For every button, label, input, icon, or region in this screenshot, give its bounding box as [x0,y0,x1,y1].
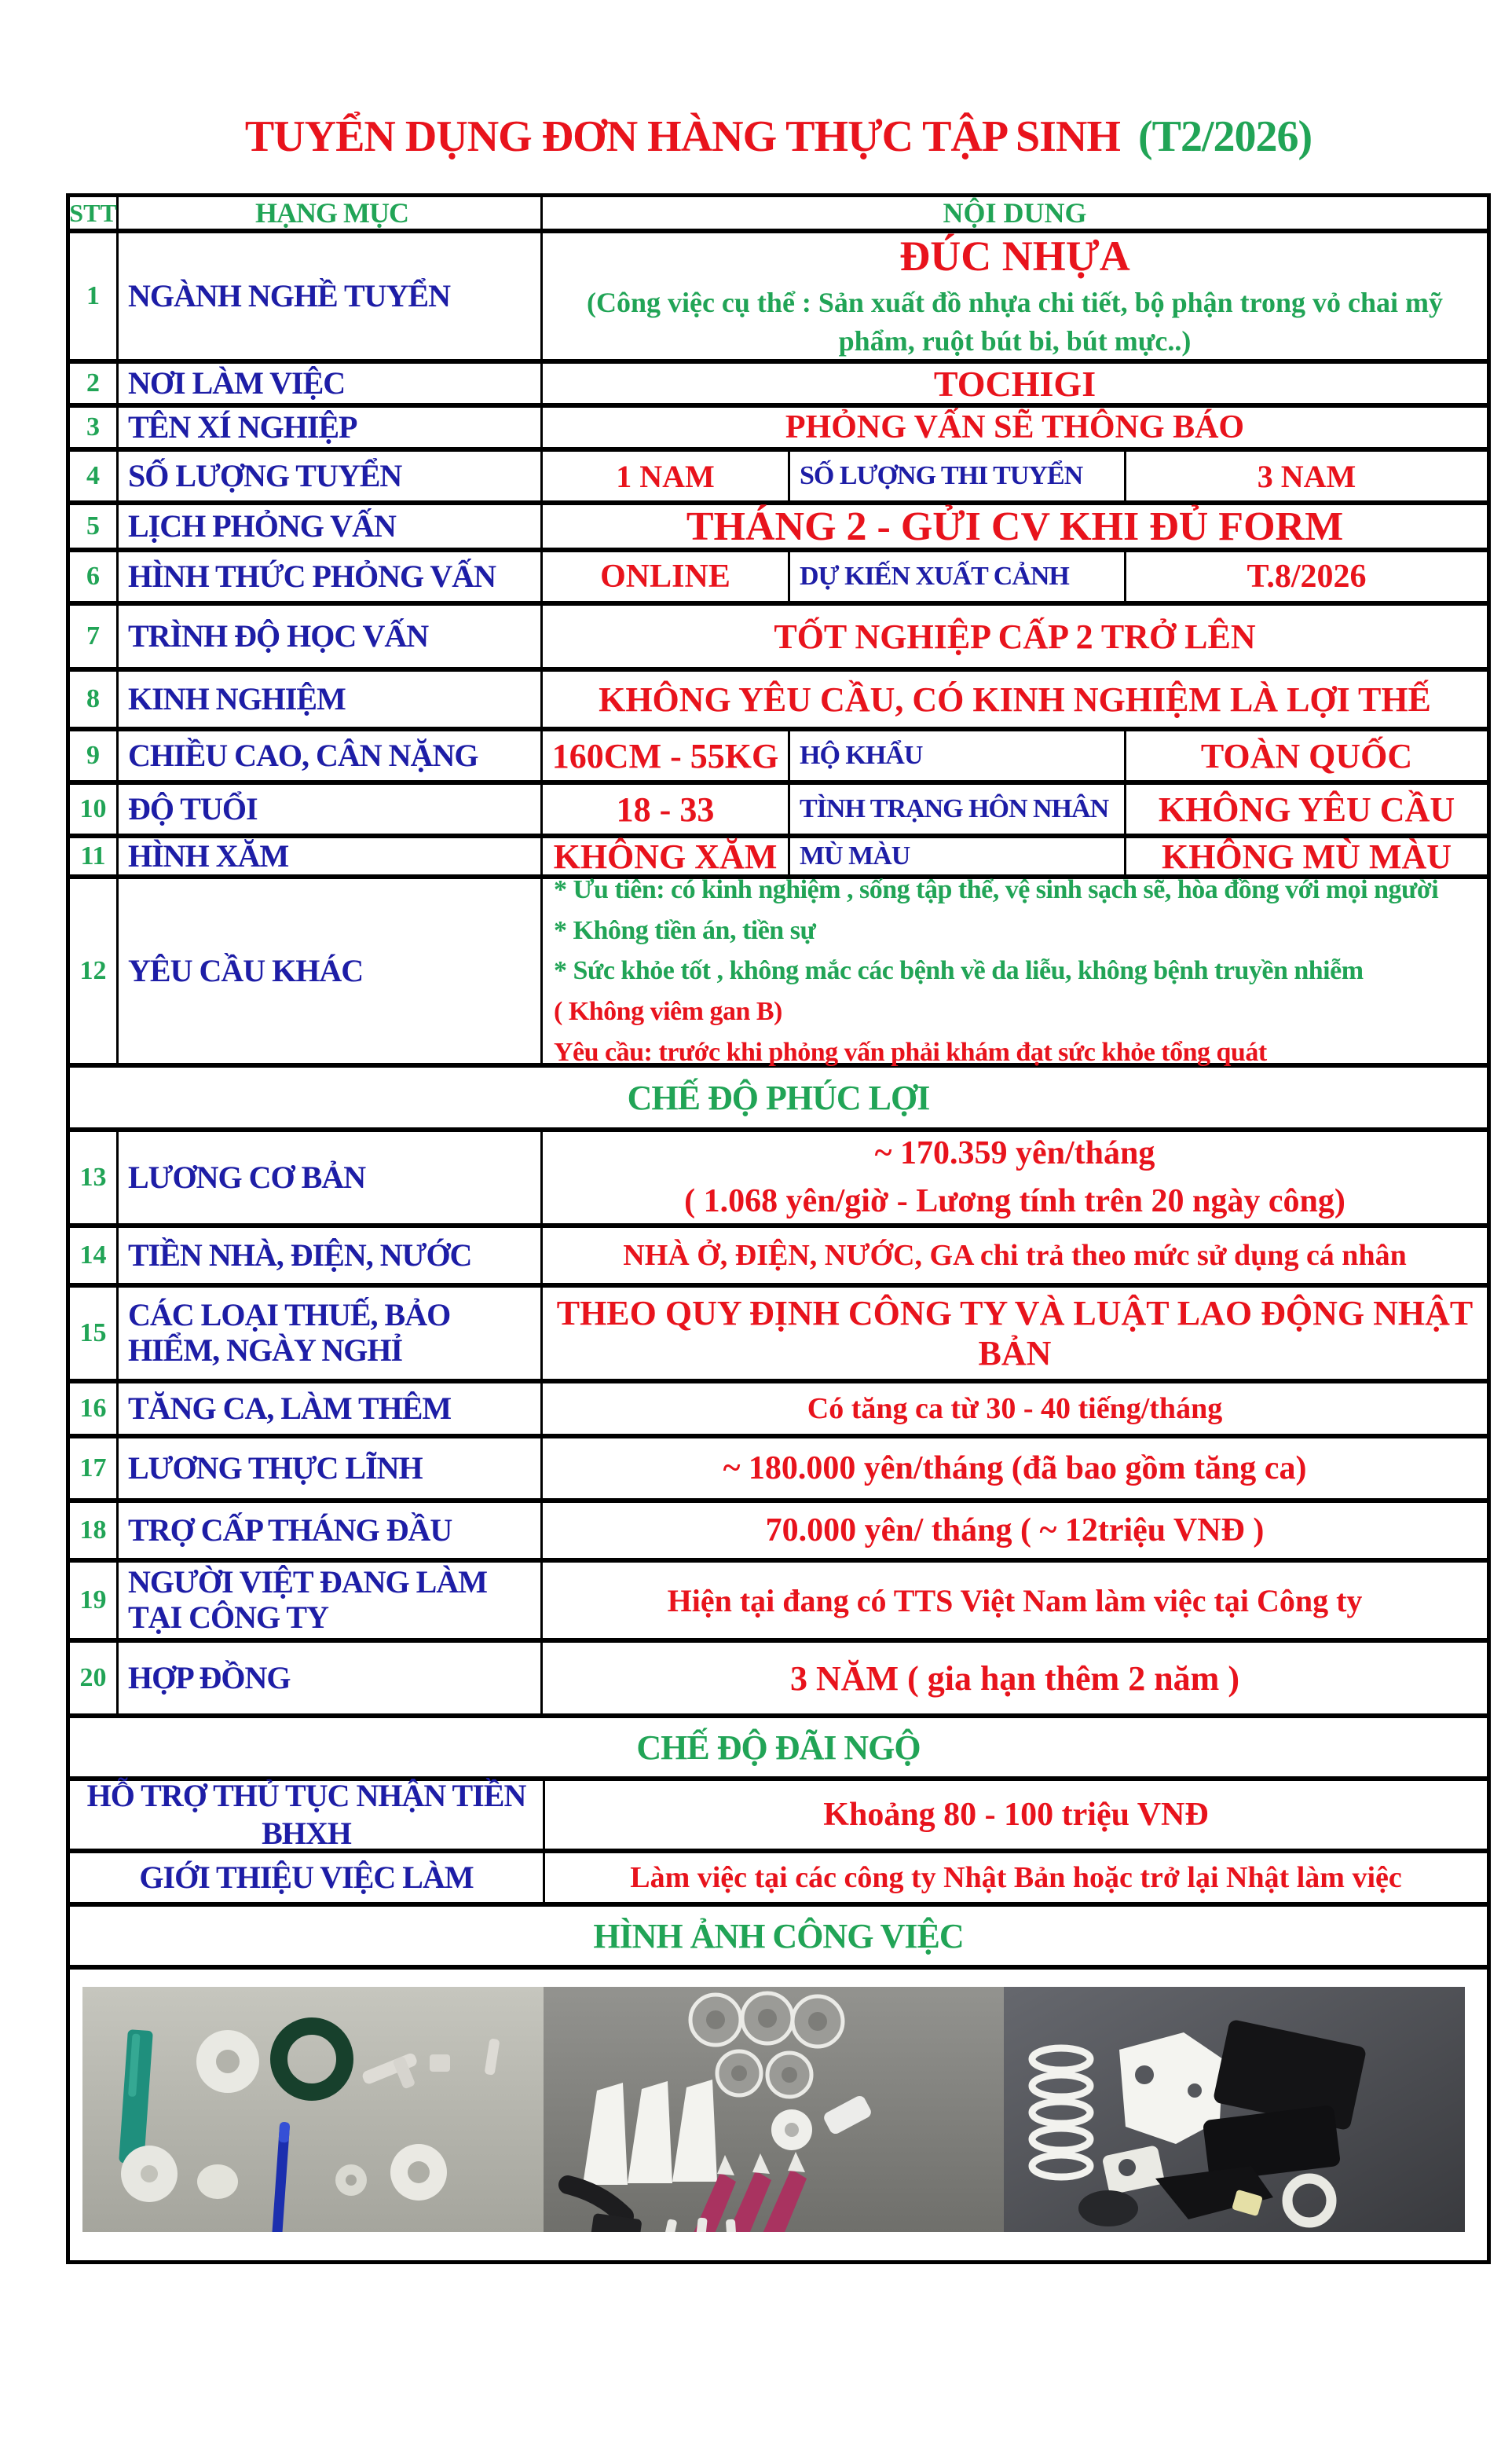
salary-line: ( 1.068 yên/giờ - Lương tính trên 20 ngày công) [684,1183,1345,1219]
row-sublabel: HỘ KHẨU [790,731,1126,780]
row-label: CÁC LOẠI THUẾ, BẢO HIỂM, NGÀY NGHỈ [119,1288,543,1379]
other-requirements [543,874,1487,1067]
table-row [70,1383,1487,1438]
row-value: PHỎNG VẤN SẼ THÔNG BÁO [785,409,1245,445]
row-value: Có tăng ca từ 30 - 40 tiếng/tháng [807,1392,1223,1425]
row-value: Khoảng 80 - 100 triệu VNĐ [823,1797,1209,1833]
row-value [543,1132,1487,1223]
table-row [70,505,1487,552]
row-number: 17 [70,1438,119,1498]
table-row [70,452,1487,505]
row-number: 5 [70,505,119,548]
row-value: 70.000 yên/ tháng ( ~ 12triệu VNĐ ) [765,1512,1265,1548]
row-number: 12 [70,879,119,1063]
row-number: 20 [70,1643,119,1713]
row-value-2: 3 NAM [1257,458,1356,494]
row-sublabel: SỐ LƯỢNG THI TUYỂN [790,452,1126,500]
table-row [70,1503,1487,1563]
page-title [66,112,1491,162]
row-sublabel: DỰ KIẾN XUẤT CẢNH [790,552,1126,601]
row-value-2: TOÀN QUỐC [1200,736,1413,775]
section-header-row [70,1718,1487,1781]
table-row [70,1778,1487,1853]
row-label: ĐỘ TUỔI [119,785,543,834]
row-value-1: KHÔNG XĂM [543,838,790,874]
row-number: 8 [70,672,119,727]
row-number: 16 [70,1383,119,1434]
row-number: 7 [70,606,119,667]
row-label: NGƯỜI VIỆT ĐANG LÀM TẠI CÔNG TY [119,1563,543,1638]
table-row [70,364,1487,408]
row-sublabel: MÙ MÀU [790,838,1126,874]
row-value: THEO QUY ĐỊNH CÔNG TY VÀ LUẬT LAO ĐỘNG NHẬT BẢN [556,1294,1474,1372]
row-number: 2 [70,364,119,403]
row-label: HỢP ĐỒNG [119,1643,543,1713]
row-label: NƠI LÀM VIỆC [119,364,543,403]
work-photo-strip [82,1987,1465,2232]
header-content: NỘI DUNG [943,197,1087,229]
row-value [543,233,1487,359]
row-value-2: KHÔNG MÙ MÀU [1161,837,1452,876]
job-title: ĐÚC NHỰA [899,233,1130,280]
table-row [70,1853,1487,1907]
row-number: 15 [70,1288,119,1379]
table-row [70,785,1487,838]
table-row [70,1228,1487,1288]
table-row [70,672,1487,731]
row-label: KINH NGHIỆM [119,672,543,727]
table-header-row [70,197,1487,233]
row-label: TRÌNH ĐỘ HỌC VẤN [119,606,543,667]
row-label: LỊCH PHỎNG VẤN [119,505,543,548]
requirement-line: * Không tiền án, tiền sự [554,915,816,945]
row-label: TIỀN NHÀ, ĐIỆN, NƯỚC [119,1228,543,1283]
table-row [70,552,1487,606]
photo-panel-dark-parts [1004,1987,1465,2232]
row-label: LƯƠNG CƠ BẢN [119,1132,543,1223]
photo-panel-bottles-parts [544,1987,1004,2232]
photo-row [70,1970,1487,2260]
row-value-1: 1 NAM [543,452,790,500]
section-welfare-title: CHẾ ĐỘ PHÚC LỢI [627,1078,930,1117]
row-label: TĂNG CA, LÀM THÊM [119,1383,543,1434]
row-number: 18 [70,1503,119,1558]
row-label: TRỢ CẤP THÁNG ĐẦU [119,1503,543,1558]
row-number: 9 [70,731,119,780]
row-value: TỐT NGHIỆP CẤP 2 TRỞ LÊN [774,617,1256,656]
table-row [70,1132,1487,1228]
table-row [70,606,1487,672]
page-title-main: TUYỂN DỤNG ĐƠN HÀNG THỰC TẬP SINH [244,112,1120,161]
row-number: 11 [70,838,119,874]
header-category: HẠNG MỤC [119,197,543,229]
row-label: LƯƠNG THỰC LĨNH [119,1438,543,1498]
row-label: TÊN XÍ NGHIỆP [119,408,543,447]
row-value: NHÀ Ở, ĐIỆN, NƯỚC, GA chi trả theo mức sử dụng cá nhân [623,1239,1407,1272]
requirement-line: Yêu cầu: trước khi phỏng vấn phải khám đạt sức khỏe tổng quát [554,1037,1267,1067]
recruitment-table [66,193,1491,2264]
row-value: THÁNG 2 - GỬI CV KHI ĐỦ FORM [686,504,1344,549]
section-header-row [70,1068,1487,1132]
row-label: NGÀNH NGHỀ TUYỂN [119,233,543,359]
requirement-line: ( Không viêm gan B) [554,996,782,1026]
table-row [70,874,1487,1068]
row-value: KHÔNG YÊU CẦU, CÓ KINH NGHIỆM LÀ LỢI THẾ [599,680,1431,719]
job-description: (Công việc cụ thể : Sản xuất đồ nhựa chi tiết, bộ phận trong vỏ chai mỹ phẩm, ruột bút bi, bút mực..) [586,287,1444,357]
row-value-1: 160CM - 55KG [543,731,790,780]
page-title-period: (T2/2026) [1137,112,1312,161]
header-stt: STT [70,197,119,229]
row-label: SỐ LƯỢNG TUYỂN [119,452,543,500]
table-row [70,731,1487,785]
section-photos-title: HÌNH ẢNH CÔNG VIỆC [593,1916,964,1955]
row-label: GIỚI THIỆU VIỆC LÀM [70,1853,545,1902]
table-row [70,1438,1487,1503]
requirement-line: * Ưu tiên: có kinh nghiệm , sống tập thể, vệ sinh sạch sẽ, hòa đồng với mọi người [554,874,1439,904]
row-sublabel: TÌNH TRẠNG HÔN NHÂN [790,785,1126,834]
section-header-row [70,1907,1487,1970]
table-row [70,1643,1487,1718]
table-row [70,1563,1487,1643]
row-value: ~ 180.000 yên/tháng (đã bao gồm tăng ca) [723,1450,1307,1486]
row-label: HÌNH THỨC PHỎNG VẤN [119,552,543,601]
row-value: 3 NĂM ( gia hạn thêm 2 năm ) [790,1658,1239,1698]
row-number: 6 [70,552,119,601]
row-value-1: 18 - 33 [543,785,790,834]
row-number: 19 [70,1563,119,1638]
row-value: TOCHIGI [933,363,1096,404]
table-row [70,1288,1487,1383]
row-number: 14 [70,1228,119,1283]
table-row [70,408,1487,452]
row-number: 4 [70,452,119,500]
row-value: Làm việc tại các công ty Nhật Bản hoặc trở lại Nhật làm việc [630,1861,1402,1894]
row-value-1: ONLINE [543,552,790,601]
row-label: HÌNH XĂM [119,838,543,874]
photo-panel-light-parts [82,1987,544,2232]
row-label: CHIỀU CAO, CÂN NẶNG [119,731,543,780]
row-label: HỖ TRỢ THỦ TỤC NHẬN TIỀN BHXH [70,1781,545,1849]
requirement-line: * Sức khỏe tốt , không mắc các bệnh về da liễu, không bệnh truyền nhiễm [554,956,1364,986]
row-number: 13 [70,1132,119,1223]
row-number: 10 [70,785,119,834]
table-row [70,233,1487,364]
row-value-2: T.8/2026 [1247,559,1367,595]
row-value-2: KHÔNG YÊU CẦU [1158,790,1455,829]
section-treatment-title: CHẾ ĐỘ ĐÃI NGỘ [636,1728,921,1767]
row-number: 3 [70,408,119,447]
row-value: Hiện tại đang có TTS Việt Nam làm việc tại Công ty [667,1582,1363,1618]
salary-line: ~ 170.359 yên/tháng [874,1135,1155,1172]
row-label: YÊU CẦU KHÁC [119,879,543,1063]
row-number: 1 [70,233,119,359]
